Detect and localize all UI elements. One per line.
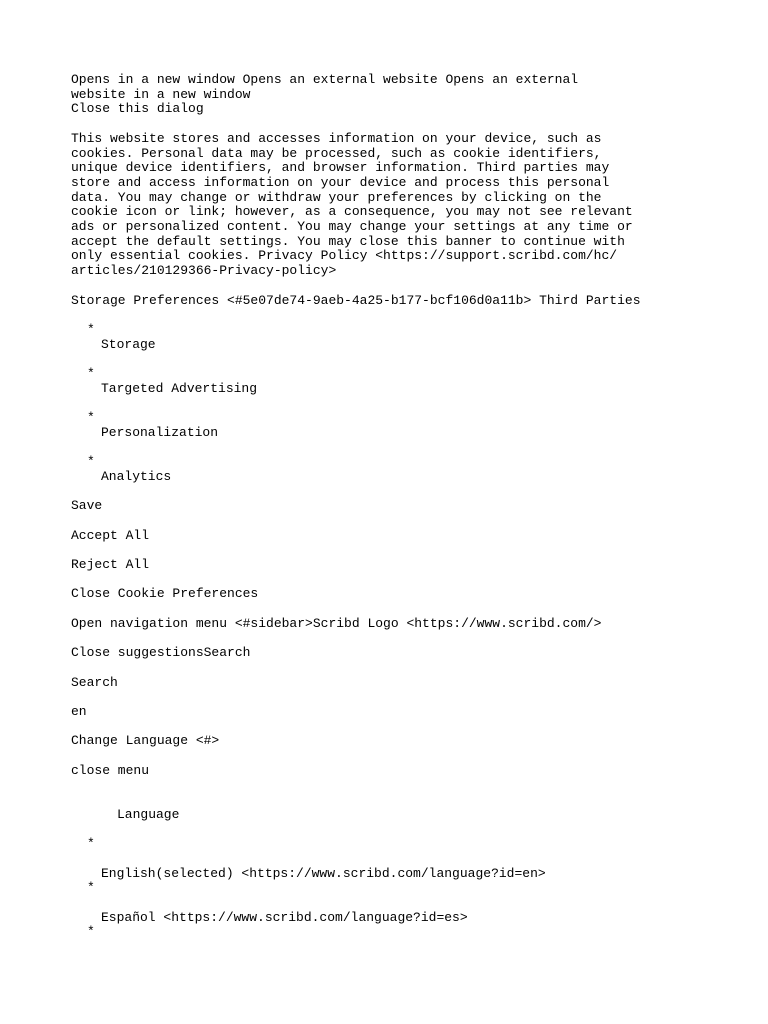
bullet: * [87, 410, 95, 426]
cookie-text-line: accept the default settings. You may close this banner to continue with [71, 233, 625, 249]
language-option-espanol[interactable]: Español <https://www.scribd.com/language?id=es> [101, 909, 468, 925]
close-menu-button[interactable]: close menu [71, 762, 150, 778]
bullet: * [87, 454, 95, 470]
bullet: * [87, 880, 95, 896]
save-button[interactable]: Save [71, 498, 103, 514]
cookie-text-line: cookies. Personal data may be processed, such as cookie identifiers, [71, 145, 602, 161]
cookie-text-line: unique device identifiers, and browser information. Third parties may [71, 160, 610, 176]
cookie-text-line: This website stores and accesses information on your device, such as [71, 130, 602, 146]
language-code: en [71, 704, 87, 720]
category-storage[interactable]: Storage [101, 336, 156, 352]
reject-all-button[interactable]: Reject All [71, 557, 150, 573]
bullet: * [87, 836, 95, 852]
cookie-text-line: data. You may change or withdraw your preferences by clicking on the [71, 189, 602, 205]
preference-tabs[interactable]: Storage Preferences <#5e07de74-9aeb-4a25-b177-bcf106d0a11b> Third Parties [71, 292, 641, 308]
privacy-policy-link-continued[interactable]: articles/210129366-Privacy-policy> [71, 263, 337, 279]
open-navigation-menu-link[interactable]: Open navigation menu <#sidebar>Scribd Logo <https://www.scribd.com/> [71, 615, 602, 631]
search-button[interactable]: Search [71, 674, 118, 690]
change-language-link[interactable]: Change Language <#> [71, 733, 220, 749]
language-list [71, 837, 631, 940]
close-cookie-preferences-button[interactable]: Close Cookie Preferences [71, 586, 259, 602]
accept-all-button[interactable]: Accept All [71, 527, 150, 543]
close-suggestions-search[interactable]: Close suggestionsSearch [71, 645, 251, 661]
bullet: * [87, 366, 95, 381]
category-targeted-advertising[interactable]: Targeted Advertising [101, 380, 258, 396]
external-link-notes: Opens in a new window Opens an external website Opens an external [71, 72, 579, 87]
language-heading: Language [117, 806, 180, 822]
bullet: * [87, 924, 95, 940]
category-analytics[interactable]: Analytics [101, 468, 172, 484]
external-link-notes-continued: website in a new window [71, 86, 251, 102]
language-option-english[interactable]: English(selected) <https://www.scribd.com/language?id=en> [101, 865, 546, 881]
page-content [71, 72, 641, 940]
privacy-policy-link[interactable]: only essential cookies. Privacy Policy <https://support.scribd.com/hc/ [71, 248, 618, 264]
bullet: * [87, 321, 95, 337]
close-dialog-button[interactable]: Close this dialog [71, 101, 204, 117]
cookie-text-line: ads or personalized content. You may change your settings at any time or [71, 219, 633, 235]
category-personalization[interactable]: Personalization [101, 424, 219, 440]
cookie-banner-text [71, 132, 631, 279]
cookie-category-list [71, 323, 631, 485]
cookie-text-line: cookie icon or link; however, as a consequence, you may not see relevant [71, 204, 633, 220]
cookie-text-line: store and access information on your device and process this personal [71, 174, 610, 190]
